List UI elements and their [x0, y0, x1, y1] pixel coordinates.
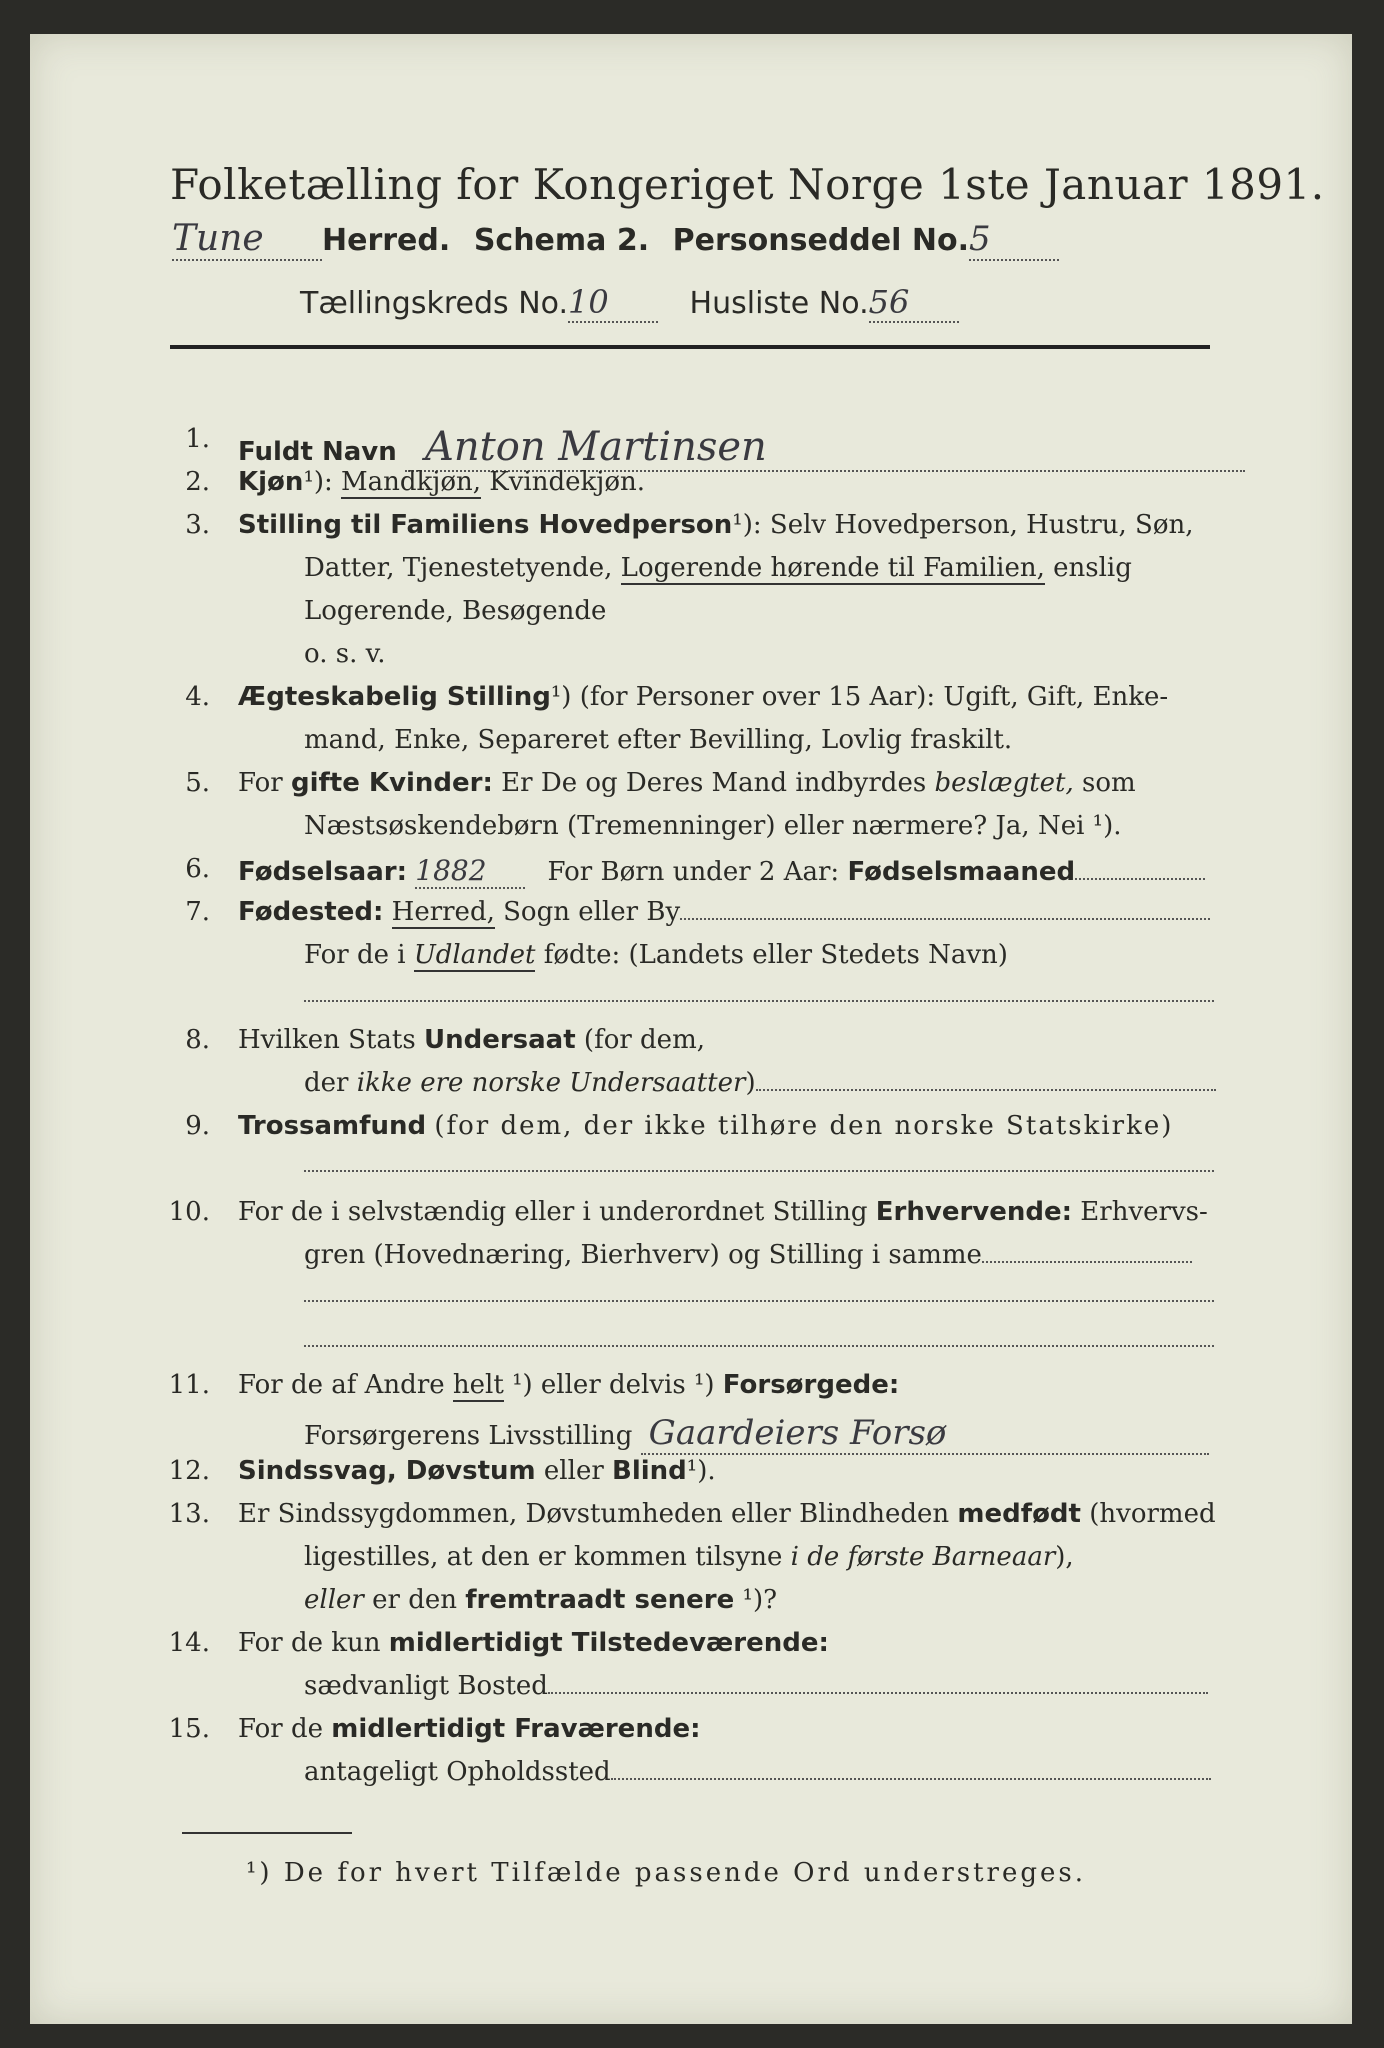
q13-text-3it: eller: [304, 1585, 364, 1615]
q10-leader: [982, 1260, 1192, 1263]
q6-label: Fødselsaar:: [238, 857, 407, 887]
q5-text-italic: beslægtet,: [934, 768, 1074, 798]
q14-text-1b: midlertidigt Tilstedeværende:: [388, 1628, 829, 1658]
q7-text-2b: fødte: (Landets eller Stedets Navn): [543, 940, 1008, 970]
q4-label: Ægteskabelig Stilling: [238, 682, 551, 712]
q8-text-1a: Hvilken Stats: [238, 1025, 416, 1055]
q2-label: Kjøn: [238, 467, 304, 497]
q13-text-1b: medfødt: [957, 1499, 1081, 1529]
q3-sup: ¹):: [732, 510, 762, 540]
q12-label: Sindssvag, Døvstum: [238, 1456, 536, 1486]
q3-options-2a: Datter, Tjenestetyende,: [304, 553, 613, 583]
kreds-label: Tællingskreds No.: [300, 286, 568, 321]
q11-text-1b: ¹) eller delvis ¹): [512, 1370, 715, 1400]
q4-line2: mand, Enke, Separeret efter Bevilling, Lovlig fraskilt.: [304, 725, 1013, 755]
q9-number: 9.: [185, 1111, 210, 1141]
q7-number: 7.: [185, 897, 210, 927]
q13-number: 13.: [168, 1499, 210, 1529]
herred-label: Herred.: [322, 223, 451, 258]
q7-text-2a: For de i: [304, 940, 406, 970]
kreds-value: 10: [568, 283, 658, 323]
q10-line1: [238, 1197, 1208, 1227]
q3-number: 3.: [185, 510, 210, 540]
q1-value: Anton Martinsen: [405, 424, 1245, 472]
q14-line2: [304, 1671, 1208, 1701]
q11-number: 11.: [168, 1370, 210, 1400]
q7-text-2it: Udlandet: [413, 940, 536, 970]
q11-text-1u: helt: [452, 1370, 504, 1400]
q2-number: 2.: [185, 467, 210, 497]
q9-line1: [238, 1111, 1173, 1141]
q1-line: [238, 424, 1245, 472]
q8-number: 8.: [185, 1025, 210, 1055]
q9-text: (for dem, der ikke tilhøre den norske Statskirke): [434, 1111, 1174, 1141]
q15-leader: [611, 1777, 1211, 1780]
q4-number: 4.: [185, 682, 210, 712]
q2-option-mandkjon: Mandkjøn,: [341, 467, 482, 497]
q1-number: 1.: [185, 424, 210, 454]
q2-sup: ¹):: [303, 467, 333, 497]
q4-text-1: ¹) (for Personer over 15 Aar): Ugift, Gift, Enke-: [550, 682, 1169, 712]
q13-line1: [238, 1499, 1216, 1529]
q1-label: Fuldt Navn: [238, 437, 397, 467]
q3-line1: [238, 510, 1194, 540]
q12-label2: Blind: [612, 1456, 687, 1486]
q3-label: Stilling til Familiens Hovedperson: [238, 510, 733, 540]
q6-label2: Fødselsmaaned: [847, 857, 1076, 887]
header-rule: [170, 345, 1210, 349]
q10-blank-line-1: [304, 1300, 1214, 1302]
q12-text: eller: [543, 1456, 604, 1486]
q11-text-1c: Forsørgede:: [722, 1370, 900, 1400]
q11-text-1a: For de af Andre: [238, 1370, 445, 1400]
q10-text-2: gren (Hovednæring, Bierhverv) og Stilling i samme: [304, 1240, 982, 1270]
herred-line: [172, 218, 1059, 261]
q8-text-2a: der: [304, 1068, 349, 1098]
kreds-line: [300, 283, 959, 323]
footnote: ¹) De for hvert Tilfælde passende Ord understreges.: [246, 1858, 1087, 1888]
q12-line: [238, 1456, 716, 1486]
q6-text: For Børn under 2 Aar:: [547, 857, 840, 887]
footnote-rule: [182, 1832, 352, 1834]
q11-value: Gaardeiers Forsø: [641, 1413, 1209, 1455]
q7-line1: [238, 897, 1210, 927]
q14-text-2: sædvanligt Bosted: [304, 1671, 548, 1701]
q8-text-1b: Undersaat: [423, 1025, 576, 1055]
q14-leader: [548, 1691, 1208, 1694]
q8-line2: der ikke ere norske Undersaatter): [304, 1068, 1216, 1098]
q5-label-a: For: [238, 768, 283, 798]
q13-line2: ligestilles, at den er kommen tilsyne i de første Barneaar),: [304, 1542, 1074, 1572]
q7-option-herred: Herred,: [391, 897, 495, 927]
q3-line2: [304, 553, 1132, 583]
q13-text-3c: ¹)?: [742, 1585, 778, 1615]
q7-line2: [304, 940, 1008, 970]
q3-options-1: Selv Hovedperson, Hustru, Søn,: [769, 510, 1194, 540]
q13-text-3a: er den: [372, 1585, 457, 1615]
q10-blank-line-2: [304, 1345, 1214, 1347]
q13-text-2a: ligestilles, at den er kommen tilsyne: [304, 1542, 783, 1572]
q14-text-1a: For de kun: [238, 1628, 381, 1658]
q11-line2: [304, 1413, 1209, 1455]
form-title: Folketælling for Kongeriget Norge 1ste Januar 1891.: [170, 160, 1325, 209]
q8-leader: [756, 1088, 1216, 1091]
q6-leader: [1075, 877, 1205, 880]
personseddel-value: 5: [969, 219, 1059, 261]
q13-text-2it: i de første Barneaar: [790, 1542, 1056, 1572]
q3-options-2c: enslig: [1053, 553, 1132, 583]
q9-label: Trossamfund: [238, 1111, 427, 1141]
schema-label: Schema 2.: [473, 223, 650, 258]
q12-number: 12.: [168, 1456, 210, 1486]
q10-text-1b: Erhvervende:: [875, 1197, 1073, 1227]
q15-number: 15.: [168, 1714, 210, 1744]
q10-number: 10.: [168, 1197, 210, 1227]
q6-value: 1882: [415, 854, 525, 889]
q12-sup: ¹).: [686, 1456, 716, 1486]
q3-options-2b: Logerende hørende til Familien,: [620, 553, 1045, 583]
q6-number: 6.: [185, 854, 210, 884]
q5-line1: [238, 768, 1136, 798]
q14-number: 14.: [168, 1628, 210, 1658]
q7-leader: [680, 917, 1210, 920]
q2-option-kvindekjon: Kvindekjøn.: [489, 467, 645, 497]
q5-line2: Næstsøskendebørn (Tremenninger) eller nærmere? Ja, Nei ¹).: [304, 811, 1122, 841]
q11-line1: [238, 1370, 899, 1400]
q3-line3: Logerende, Besøgende: [304, 596, 607, 626]
q15-text-2: antageligt Opholdssted: [304, 1757, 611, 1787]
q15-text-1a: For de: [238, 1714, 323, 1744]
q7-blank-line: [304, 1000, 1214, 1002]
q4-line1: [238, 682, 1168, 712]
q13-text-3b: fremtraadt senere: [465, 1585, 735, 1615]
q13-line3: [304, 1585, 777, 1615]
q8-line1: [238, 1025, 705, 1055]
q5-label-b: gifte Kvinder:: [290, 768, 493, 798]
q5-text-end: som: [1082, 768, 1136, 798]
q14-line1: [238, 1628, 829, 1658]
herred-value: Tune: [172, 218, 322, 261]
q11-text-2: Forsørgerens Livsstilling: [304, 1421, 633, 1451]
q10-text-1c: Erhvervs-: [1080, 1197, 1208, 1227]
q6-line: [238, 854, 1205, 889]
q8-text-1c: (for dem,: [583, 1025, 705, 1055]
husliste-value: 56: [869, 283, 959, 323]
q15-line1: [238, 1714, 700, 1744]
q8-text-2it: ikke ere norske Undersaatter: [356, 1068, 746, 1098]
q15-line2: [304, 1757, 1211, 1787]
q13-text-1a: Er Sindssygdommen, Døvstumheden eller Blindheden: [238, 1499, 950, 1529]
q10-line2: [304, 1240, 1192, 1270]
q10-text-1a: For de i selvstændig eller i underordnet Stilling: [238, 1197, 868, 1227]
q5-number: 5.: [185, 768, 210, 798]
q15-text-1b: midlertidigt Fraværende:: [331, 1714, 701, 1744]
husliste-label: Husliste No.: [689, 286, 869, 321]
q7-option-sogn: Sogn eller By: [503, 897, 681, 927]
q3-line4: o. s. v.: [304, 639, 386, 669]
q13-text-1c: (hvormed: [1089, 1499, 1216, 1529]
personseddel-label: Personseddel No.: [672, 223, 969, 258]
q7-label: Fødested:: [238, 897, 384, 927]
q9-blank-line: [304, 1170, 1214, 1172]
q5-text-1: Er De og Deres Mand indbyrdes: [501, 768, 927, 798]
q2-line: [238, 467, 645, 497]
